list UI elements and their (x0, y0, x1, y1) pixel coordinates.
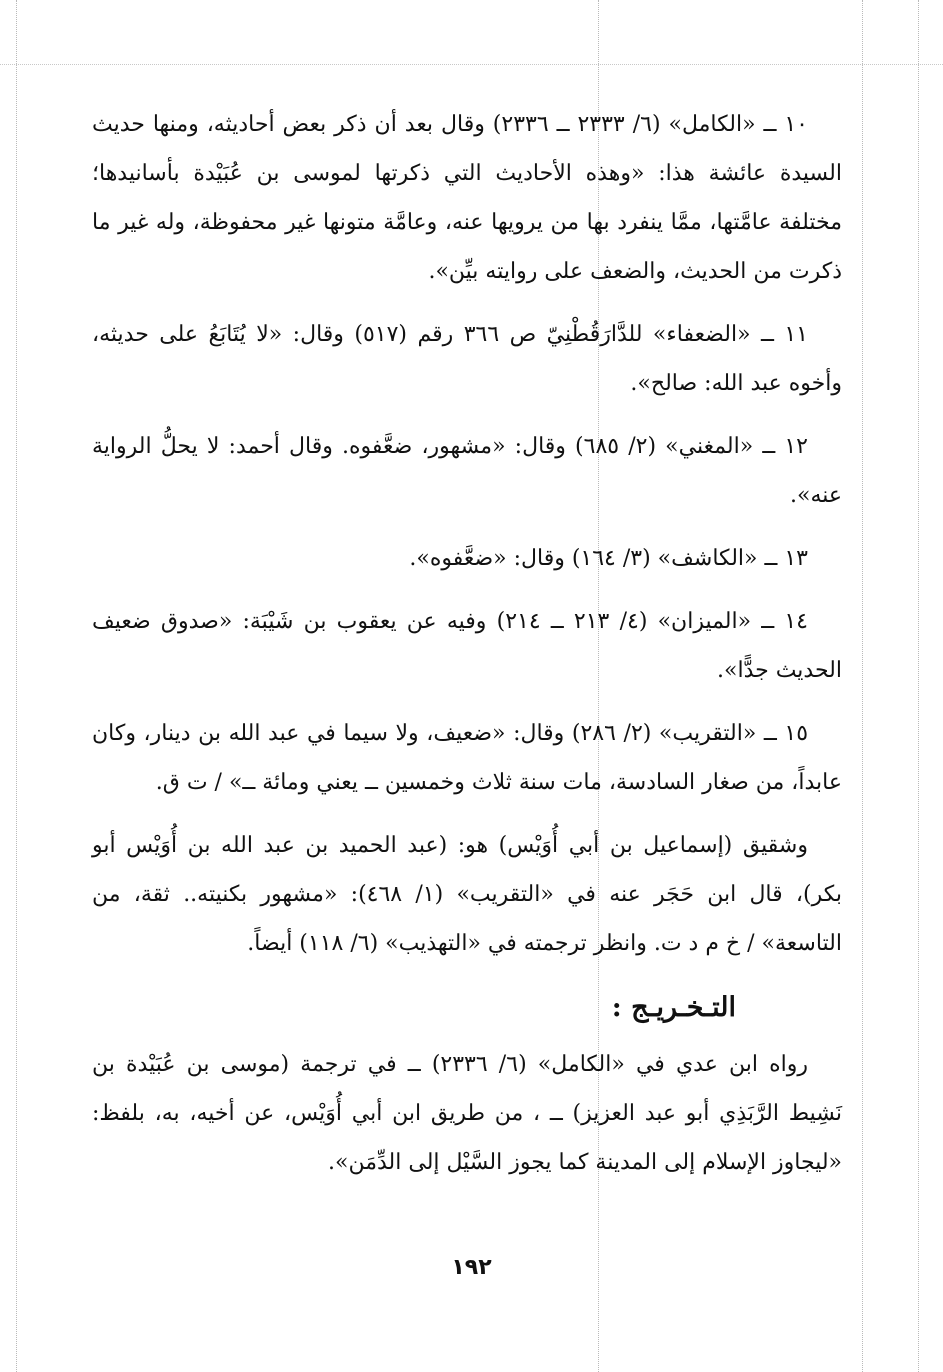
guide-line-left (16, 0, 17, 1372)
footnote-paragraph-13: ١٣ ــ «الكاشف» (٣/ ١٦٤) وقال: «ضعَّفوه». (409, 546, 808, 571)
guide-line-right (862, 0, 863, 1372)
footnote-paragraph-15: ١٥ ــ «التقريب» (٢/ ٢٨٦) وقال: «ضعيف، ولا سيما في عبد الله بن دينار، وكان عابداً، من صغار السادسة، مات سنة ثلاث وخمسين ــ يعني ومائة ــ» / ت ق. (92, 721, 842, 795)
page-number: ١٩٢ (451, 1255, 492, 1280)
page-body (92, 100, 842, 1201)
footnote-paragraph-14: ١٤ ــ «الميزان» (٤/ ٢١٣ ــ ٢١٤) وفيه عن يعقوب بن شَيْبَة: «صدوق ضعيف الحديث جدًّا». (92, 609, 842, 683)
guide-line-far-right (918, 0, 919, 1372)
footnote-paragraph-12: ١٢ ــ «المغني» (٢/ ٦٨٥) وقال: «مشهور، ضعَّفوه. وقال أحمد: لا يحلُّ الرواية عنه». (92, 434, 842, 508)
footnote-paragraph-10: ١٠ ــ «الكامل» (٦/ ٢٣٣٣ ــ ٢٣٣٦) وقال بعد أن ذكر بعض أحاديثه، ومنها حديث السيدة عائشة هذا: «وهذه الأحاديث التي ذكرتها لموسى بن عُبَيْدة بأسانيدها؛ مختلفة عامَّتها، ممَّا ينفرد بها من يرويها عنه، وعامَّة متونها غير محفوظة، وله غير ما ذكرت من الحديث، والضعف على روايته بيِّن». (92, 112, 842, 284)
brother-note-paragraph: وشقيق (إسماعيل بن أبي أُوَيْس) هو: (عبد الحميد بن عبد الله بن أُوَيْس أبو بكر)، قال ابن حَجَر عنه في «التقريب» (١/ ٤٦٨): «مشهور بكنيته.. ثقة، من التاسعة» / خ م د ت. وانظر ترجمته في «التهذيب» (٦/ ١١٨) أيضاً. (92, 833, 842, 956)
footnote-paragraph-11: ١١ ــ «الضعفاء» للدَّارَقُطْنِيّ ص ٣٦٦ رقم (٥١٧) وقال: «لا يُتَابَعُ على حديثه، وأخوه عبد الله: صالح». (92, 322, 842, 396)
guide-line-top (0, 64, 943, 65)
takhrij-paragraph: رواه ابن عدي في «الكامل» (٦/ ٢٣٣٦) ــ في ترجمة (موسى بن عُبَيْدة بن نَشِيط الرَّبَذِي أبو عبد العزيز) ــ ، من طريق ابن أبي أُوَيْس، عن أخيه، به، بلفظ: «ليجاوز الإسلام إلى المدينة كما يجوز السَّيْل إلى الدِّمَن». (92, 1052, 842, 1175)
section-heading-takhrij: التـخـريـج : (611, 992, 736, 1023)
